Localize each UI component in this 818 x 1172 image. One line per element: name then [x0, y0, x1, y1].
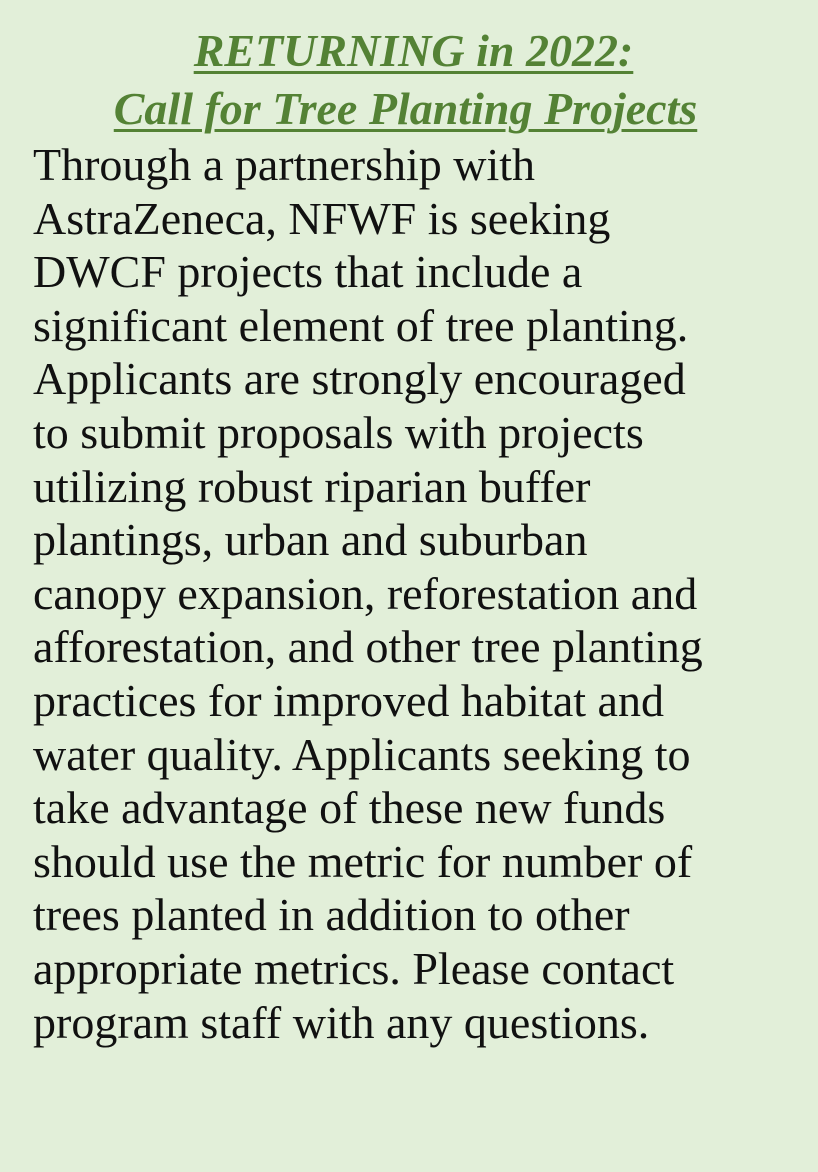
heading-line-1: RETURNING in 2022:	[193, 25, 634, 76]
callout-heading	[33, 22, 778, 138]
callout-body	[33, 138, 778, 1049]
body-line-13: take advantage of these new funds	[33, 782, 666, 834]
body-line-8: plantings, urban and suburban	[33, 514, 588, 566]
body-line-10: afforestation, and other tree planting	[33, 621, 703, 673]
body-line-11: practices for improved habitat and	[33, 674, 664, 726]
body-line-9: canopy expansion, reforestation and	[33, 567, 698, 619]
body-line-5: Applicants are strongly encouraged	[33, 353, 686, 405]
body-line-3: DWCF projects that include a	[33, 246, 583, 298]
body-line-6: to submit proposals with projects	[33, 406, 644, 458]
body-line-2: AstraZeneca, NFWF is seeking	[33, 192, 611, 244]
body-line-16: appropriate metrics. Please contact	[33, 942, 675, 994]
body-line-1: Through a partnership with	[33, 139, 536, 190]
body-line-15: trees planted in addition to other	[33, 889, 630, 941]
body-line-7: utilizing robust riparian buffer	[33, 460, 591, 512]
body-line-4: significant element of tree planting.	[33, 299, 689, 351]
body-line-17: program staff with any questions.	[33, 996, 650, 1048]
heading-line-2: Call for Tree Planting Projects	[113, 83, 698, 134]
body-line-12: water quality. Applicants seeking to	[33, 728, 691, 780]
body-line-14: should use the metric for number of	[33, 835, 693, 887]
